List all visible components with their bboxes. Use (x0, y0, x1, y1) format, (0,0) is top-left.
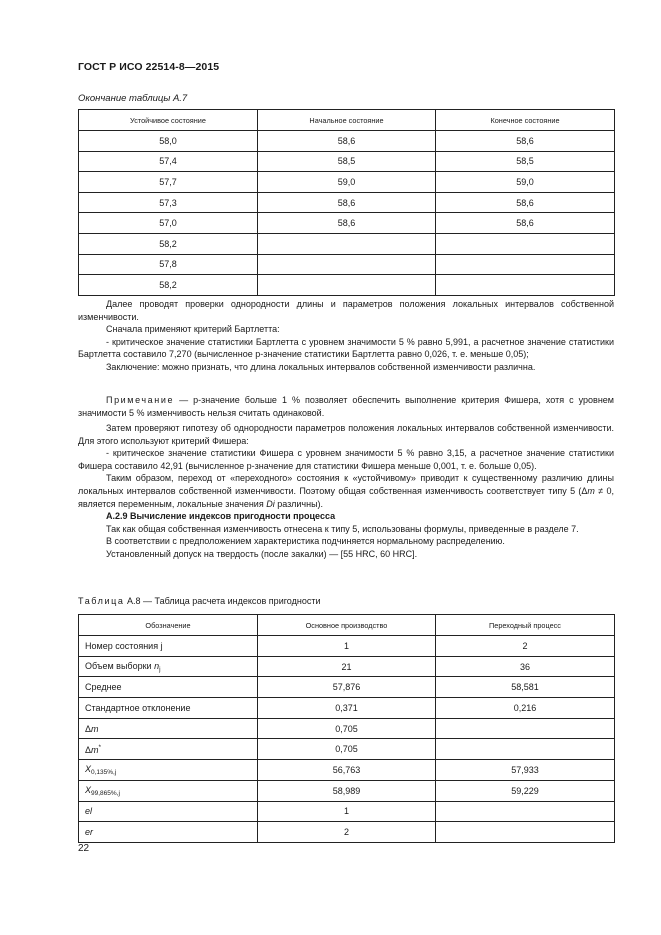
table-a7 (78, 109, 615, 296)
body-text-block-1 (78, 298, 614, 374)
value-cell: 2 (436, 636, 615, 657)
table-cell: 57,3 (79, 192, 258, 213)
value-cell (436, 739, 615, 760)
paragraph: Сначала применяют критерий Бартлетта: (106, 324, 280, 335)
table-cell: 58,6 (436, 192, 615, 213)
table-cell: 58,2 (79, 275, 258, 296)
value-cell: 0,216 (436, 698, 615, 719)
value-cell (436, 801, 615, 822)
table-row (79, 233, 615, 254)
value-cell: 58,989 (258, 780, 436, 801)
value-cell: 0,371 (258, 698, 436, 719)
designation-cell: Объем выборки $n_j$ (79, 656, 258, 677)
designation-cell: $X_{0,135\%,j}$ (79, 760, 258, 781)
table-cell: 59,0 (436, 172, 615, 193)
paragraph: Заключение: можно признать, что длина локальных интервалов собственной изменчивости различна. (106, 361, 536, 372)
table-cell: 58,6 (436, 131, 615, 152)
table-row (79, 213, 615, 234)
paragraph: В соответствии с предположением характеристика подчиняется нормальному распределению. (106, 536, 505, 547)
table-row (79, 739, 615, 760)
table-cell: 58,6 (258, 192, 436, 213)
table-row (79, 254, 615, 275)
table-cell: 58,6 (436, 213, 615, 234)
table-row (79, 275, 615, 296)
column-header: Начальное состояние (258, 110, 436, 131)
value-cell: 2 (258, 822, 436, 843)
table-row (79, 151, 615, 172)
table-cell: 58,5 (258, 151, 436, 172)
table-cell (436, 233, 615, 254)
value-cell: 21 (258, 656, 436, 677)
value-cell (436, 822, 615, 843)
table-cell (436, 275, 615, 296)
paragraph: - критическое значение статистики Фишера с уровнем значимости 5 % равно 3,15, а расчетное значение статистики Фишера составило 42,91 (вычисленное р-значение для статистики Фишера меньше 0,001, т. е. больше 0,05). (78, 448, 614, 471)
table-cell: 58,2 (79, 233, 258, 254)
designation-cell: el (79, 801, 258, 822)
table-a8-caption: Таблица А.8 — Таблица расчета индексов пригодности (78, 596, 321, 606)
table-cell: 58,5 (436, 151, 615, 172)
table-row (79, 172, 615, 193)
note-block (78, 394, 614, 419)
table-cell: 57,8 (79, 254, 258, 275)
table-cell: 58,0 (79, 131, 258, 152)
table-row (79, 718, 615, 739)
designation-cell: Номер состояния j (79, 636, 258, 657)
note-label: Примечание (106, 395, 175, 405)
table-cell: 57,4 (79, 151, 258, 172)
value-cell: 57,876 (258, 677, 436, 698)
designation-cell: Δm (79, 718, 258, 739)
table-row (79, 822, 615, 843)
table-row (79, 801, 615, 822)
paragraph: Таким образом, переход от «переходного» состояния к «устойчивому» приводит к существенному различию длины локальных интервалов собственной изменчивости. Поэтому общая собственная изменчивость соответствует типу 5 (Δm ≠ 0, является переменным, локальные значения Di различны). (78, 473, 615, 509)
paragraph: Установленный допуск на твердость (после закалки) — [55 HRC, 60 HRC]. (106, 548, 418, 559)
column-header: Обозначение (79, 615, 258, 636)
value-cell: 1 (258, 636, 436, 657)
table-a8 (78, 614, 615, 843)
designation-cell: Δm* (79, 739, 258, 760)
table-cell: 58,6 (258, 213, 436, 234)
value-cell: 36 (436, 656, 615, 677)
designation-cell: Стандартное отклонение (79, 698, 258, 719)
table-row (79, 760, 615, 781)
value-cell: 58,581 (436, 677, 615, 698)
note-text: — р-значение больше 1 % позволяет обеспечить выполнение критерия Фишера, хотя с уровнем значимости 5 % изменчивость нельзя считать одинаковой. (78, 395, 614, 418)
note-paragraph (78, 394, 614, 419)
body-text-block-2 (78, 422, 614, 561)
table-cell: 59,0 (258, 172, 436, 193)
table-cell: 57,7 (79, 172, 258, 193)
paragraph: Затем проверяют гипотезу об однородности параметров положения локальных интервалов собственной изменчивости. Для этого используют критерий Фишера: (78, 423, 614, 446)
designation-cell: $X_{99,865\%,j}$ (79, 780, 258, 801)
table-row (79, 656, 615, 677)
value-cell: 59,229 (436, 780, 615, 801)
table-row (79, 698, 615, 719)
column-header: Основное производство (258, 615, 436, 636)
section-heading: А.2.9 Вычисление индексов пригодности процесса (106, 511, 336, 522)
standard-header: ГОСТ Р ИСО 22514-8—2015 (78, 61, 220, 73)
value-cell: 0,705 (258, 739, 436, 760)
table-row (79, 780, 615, 801)
table-cell (258, 233, 436, 254)
table-row (79, 192, 615, 213)
table-header-row (79, 110, 615, 131)
paragraph: - критическое значение статистики Бартлетта с уровнем значимости 5 % равно 5,991, а расчетное значение статистики Бартлетта составило 7,270 (вычисленное р-значение статистики Бартлетта равно 0,026, т. е. меньше 0,05); (78, 336, 614, 360)
page-number: 22 (78, 843, 90, 854)
designation-cell: er (79, 822, 258, 843)
value-cell: 57,933 (436, 760, 615, 781)
table-row (79, 677, 615, 698)
table-a7-caption: Окончание таблицы А.7 (78, 93, 188, 104)
paragraph: Так как общая собственная изменчивость отнесена к типу 5, использованы формулы, приведенные в разделе 7. (106, 523, 579, 534)
value-cell: 56,763 (258, 760, 436, 781)
value-cell: 1 (258, 801, 436, 822)
table-cell (258, 275, 436, 296)
table-cell: 57,0 (79, 213, 258, 234)
table-cell (258, 254, 436, 275)
paragraph: Далее проводят проверки однородности длины и параметров положения локальных интервалов собственной изменчивости. (78, 299, 614, 322)
column-header: Устойчивое состояние (79, 110, 258, 131)
column-header: Переходный процесс (436, 615, 615, 636)
table-header-row (79, 615, 615, 636)
value-cell: 0,705 (258, 718, 436, 739)
column-header: Конечное состояние (436, 110, 615, 131)
table-cell: 58,6 (258, 131, 436, 152)
table-row (79, 636, 615, 657)
table-row (79, 131, 615, 152)
value-cell (436, 718, 615, 739)
table-cell (436, 254, 615, 275)
designation-cell: Среднее (79, 677, 258, 698)
